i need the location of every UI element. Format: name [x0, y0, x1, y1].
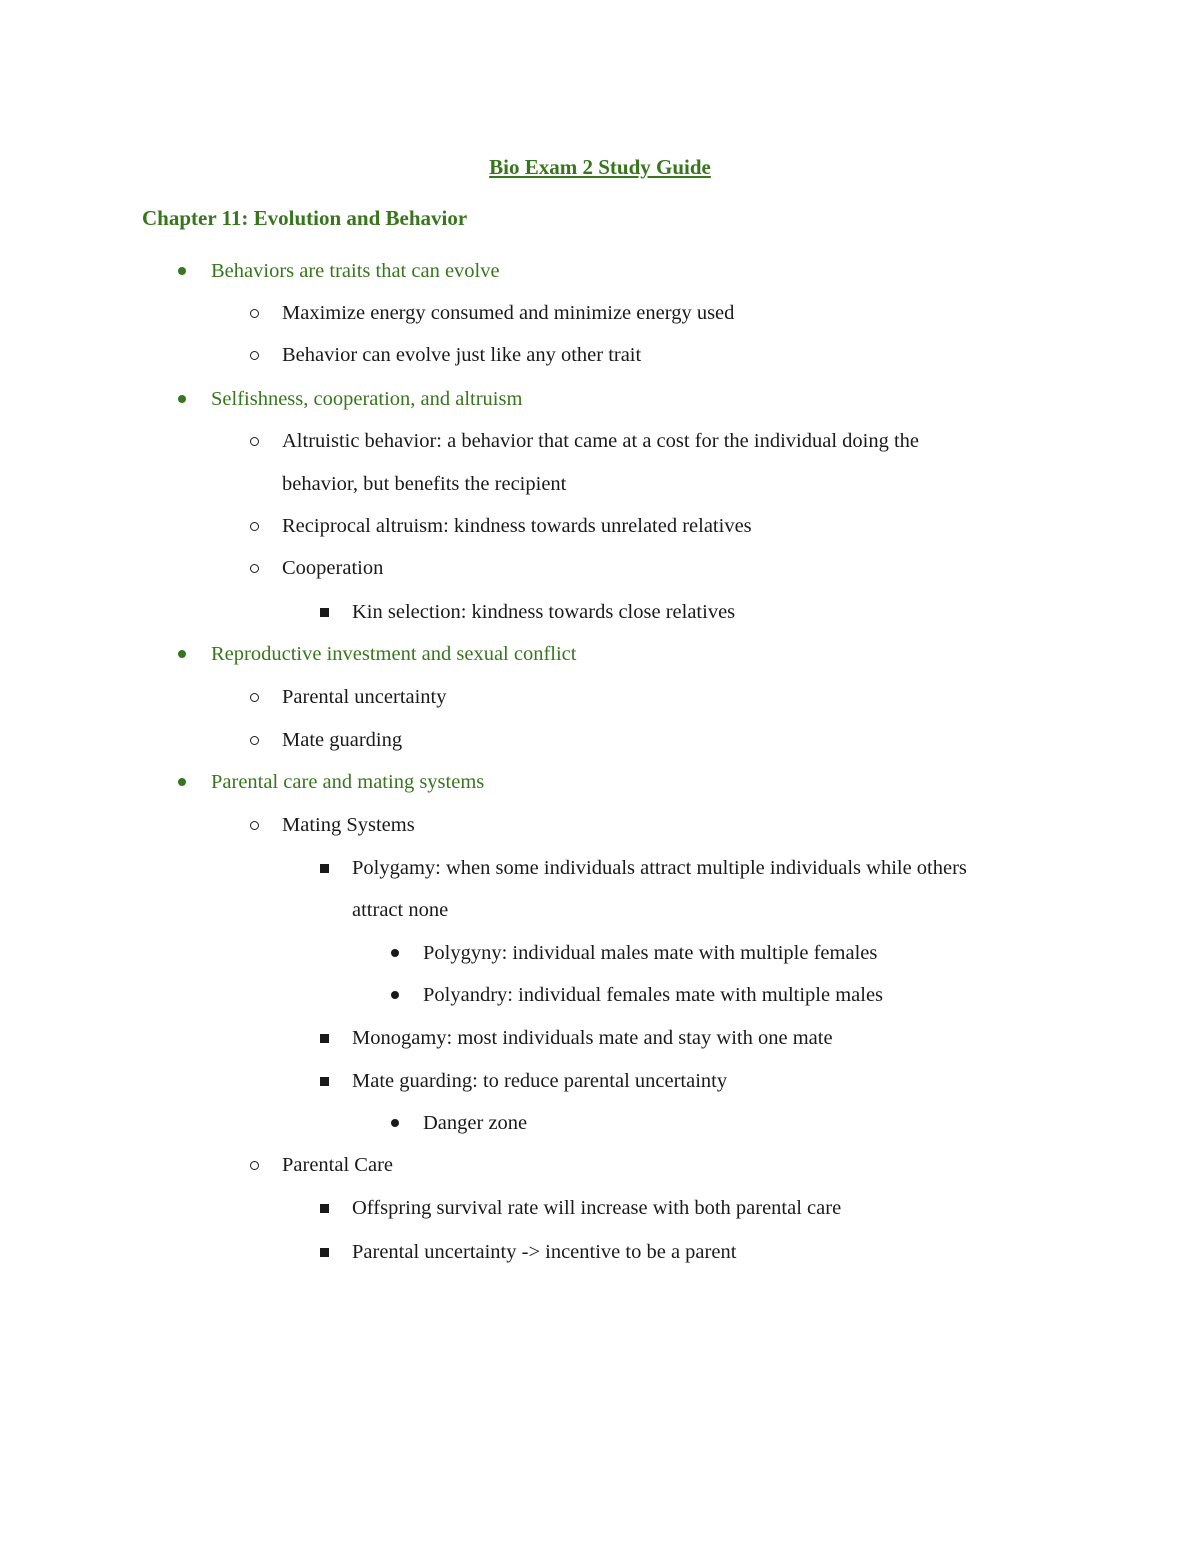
section-heading: Selfishness, cooperation, and altruism [211, 388, 523, 410]
list-item-text: Polygamy: when some individuals attract multiple individuals while others [352, 857, 967, 879]
bullet-circle-icon [247, 1150, 261, 1180]
list-item-text: Cooperation [282, 557, 384, 579]
list-item [423, 938, 877, 968]
list-item-text: Altruistic behavior: a behavior that came at a cost for the individual doing the [282, 430, 920, 452]
list-item-text: Danger zone [423, 1112, 528, 1134]
bullet-circle-icon [247, 810, 261, 840]
chapter-heading: Chapter 11: Evolution and Behavior [142, 206, 468, 230]
bullet-circle-icon [247, 298, 261, 328]
bullet-dot-icon [175, 256, 189, 286]
bullet-dot-icon [175, 767, 189, 797]
bullet-square-icon [317, 1237, 331, 1267]
list-item-text: Offspring survival rate will increase with both parental care [352, 1197, 842, 1219]
list-item [352, 853, 967, 883]
list-item [352, 1237, 736, 1267]
list-item [211, 639, 576, 669]
bullet-dot-icon [388, 980, 402, 1010]
list-item-text: Polyandry: individual females mate with multiple males [423, 984, 884, 1006]
list-item-text: Reciprocal altruism: kindness towards unrelated relatives [282, 515, 752, 537]
bullet-circle-icon [247, 682, 261, 712]
list-item-text: Polygyny: individual males mate with multiple females [423, 942, 878, 964]
list-item [282, 810, 415, 840]
bullet-circle-icon [247, 340, 261, 370]
section-heading: Parental care and mating systems [211, 771, 485, 793]
list-item [211, 384, 522, 414]
list-item-continuation: behavior, but benefits the recipient [282, 473, 567, 495]
bullet-square-icon [317, 853, 331, 883]
list-item-text: Behavior can evolve just like any other trait [282, 344, 642, 366]
list-item [352, 597, 735, 627]
list-item [211, 767, 484, 797]
list-item-text: Kin selection: kindness towards close relatives [352, 601, 736, 623]
list-item-text: Mating Systems [282, 814, 415, 836]
list-item-text: Parental uncertainty -> incentive to be a parent [352, 1241, 737, 1263]
list-item [282, 1150, 393, 1180]
list-item [211, 256, 500, 286]
bullet-circle-icon [247, 426, 261, 456]
bullet-square-icon [317, 1023, 331, 1053]
list-item [423, 1108, 527, 1138]
list-item [282, 511, 752, 541]
bullet-square-icon [317, 1193, 331, 1223]
bullet-dot-icon [175, 384, 189, 414]
bullet-dot-icon [175, 639, 189, 669]
bullet-circle-icon [247, 553, 261, 583]
list-item [282, 340, 641, 370]
list-item [282, 426, 919, 456]
section-heading: Reproductive investment and sexual conflict [211, 643, 577, 665]
list-item [282, 298, 734, 328]
bullet-circle-icon [247, 725, 261, 755]
document-title-text: Bio Exam 2 Study Guide [489, 155, 711, 179]
list-item [282, 725, 402, 755]
list-item-text: Mate guarding [282, 729, 403, 751]
bullet-dot-icon [388, 1108, 402, 1138]
list-item [352, 1193, 841, 1223]
list-item-text: Mate guarding: to reduce parental uncertainty [352, 1070, 728, 1092]
list-item-text: Monogamy: most individuals mate and stay with one mate [352, 1027, 833, 1049]
list-item [352, 1066, 727, 1096]
bullet-square-icon [317, 597, 331, 627]
list-item-text: Parental uncertainty [282, 686, 447, 708]
list-item-text: Parental Care [282, 1154, 393, 1176]
section-heading: Behaviors are traits that can evolve [211, 260, 500, 282]
list-item [282, 553, 383, 583]
list-item-text: Maximize energy consumed and minimize energy used [282, 302, 735, 324]
list-item [282, 682, 447, 712]
list-item-continuation: attract none [352, 899, 449, 921]
bullet-square-icon [317, 1066, 331, 1096]
bullet-circle-icon [247, 511, 261, 541]
document-title [0, 152, 1200, 182]
list-item [352, 1023, 833, 1053]
bullet-dot-icon [388, 938, 402, 968]
list-item [423, 980, 883, 1010]
